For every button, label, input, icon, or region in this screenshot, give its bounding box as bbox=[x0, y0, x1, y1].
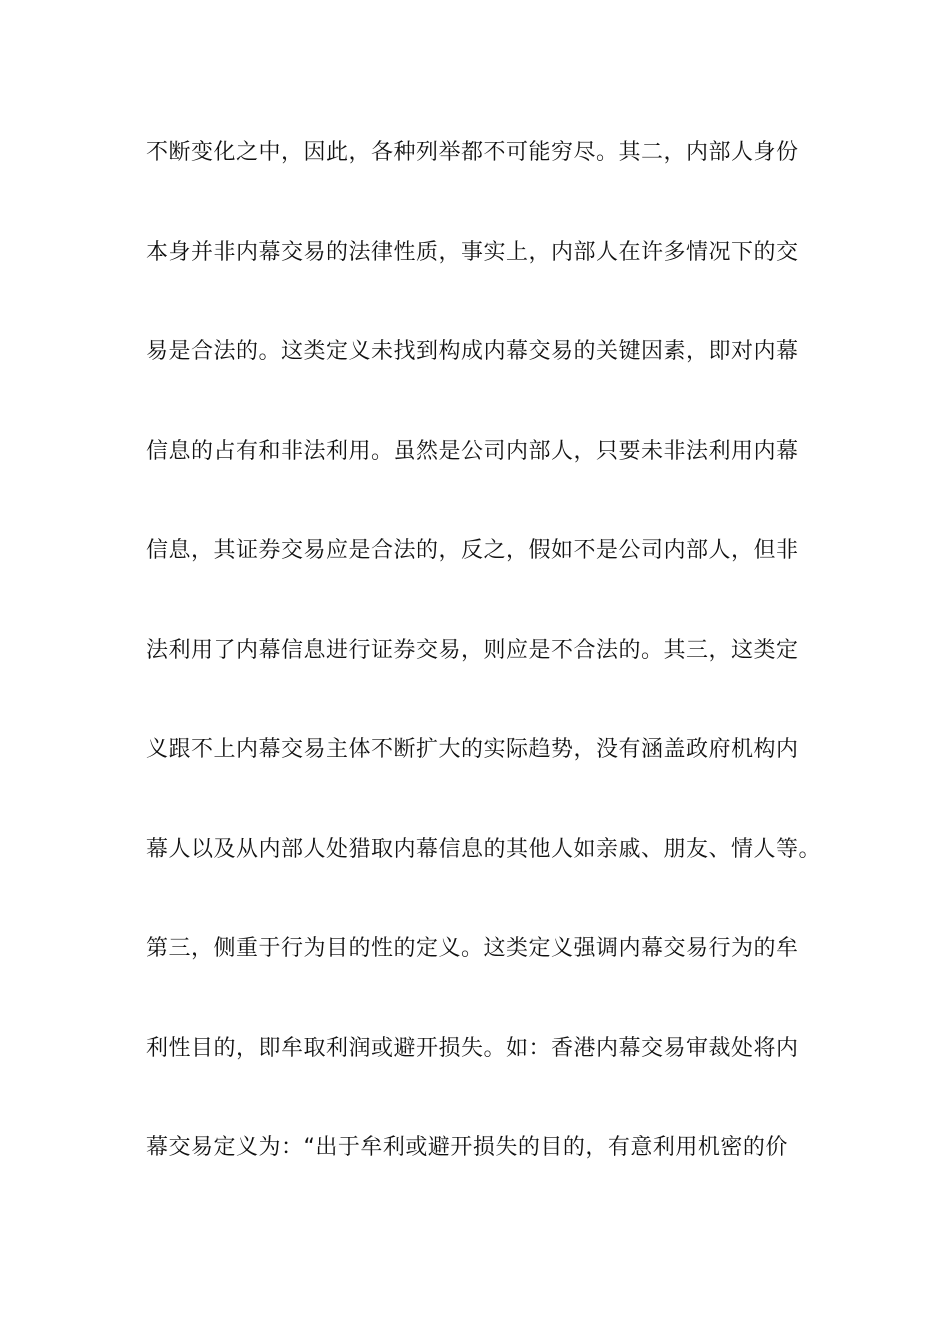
text-line: 幕交易定义为：“出于牟利或避开损失的目的，有意利用机密的价 bbox=[146, 1135, 788, 1160]
text-line: 第三，侧重于行为目的性的定义。这类定义强调内幕交易行为的牟 bbox=[146, 936, 799, 961]
text-line: 义跟不上内幕交易主体不断扩大的实际趋势，没有涵盖政府机构内 bbox=[146, 737, 799, 762]
body-text bbox=[146, 133, 826, 1228]
text-line: 易是合法的。这类定义未找到构成内幕交易的关键因素，即对内幕 bbox=[146, 339, 799, 364]
text-line: 不断变化之中，因此，各种列举都不可能穷尽。其二，内部人身份 bbox=[146, 140, 799, 165]
text-line: 信息的占有和非法利用。虽然是公司内部人，只要未非法利用内幕 bbox=[146, 438, 799, 464]
text-line: 本身并非内幕交易的法律性质，事实上，内部人在许多情况下的交 bbox=[146, 239, 799, 265]
text-line: 信息，其证券交易应是合法的，反之，假如不是公司内部人，但非 bbox=[146, 538, 799, 563]
text-line: 利性目的，即牟取利润或避开损失。如：香港内幕交易审裁处将内 bbox=[146, 1035, 799, 1061]
text-line: 法利用了内幕信息进行证券交易，则应是不合法的。其三，这类定 bbox=[146, 637, 799, 663]
text-line: 幕人以及从内部人处猎取内幕信息的其他人如亲戚、朋友、情人等。 bbox=[146, 836, 822, 862]
